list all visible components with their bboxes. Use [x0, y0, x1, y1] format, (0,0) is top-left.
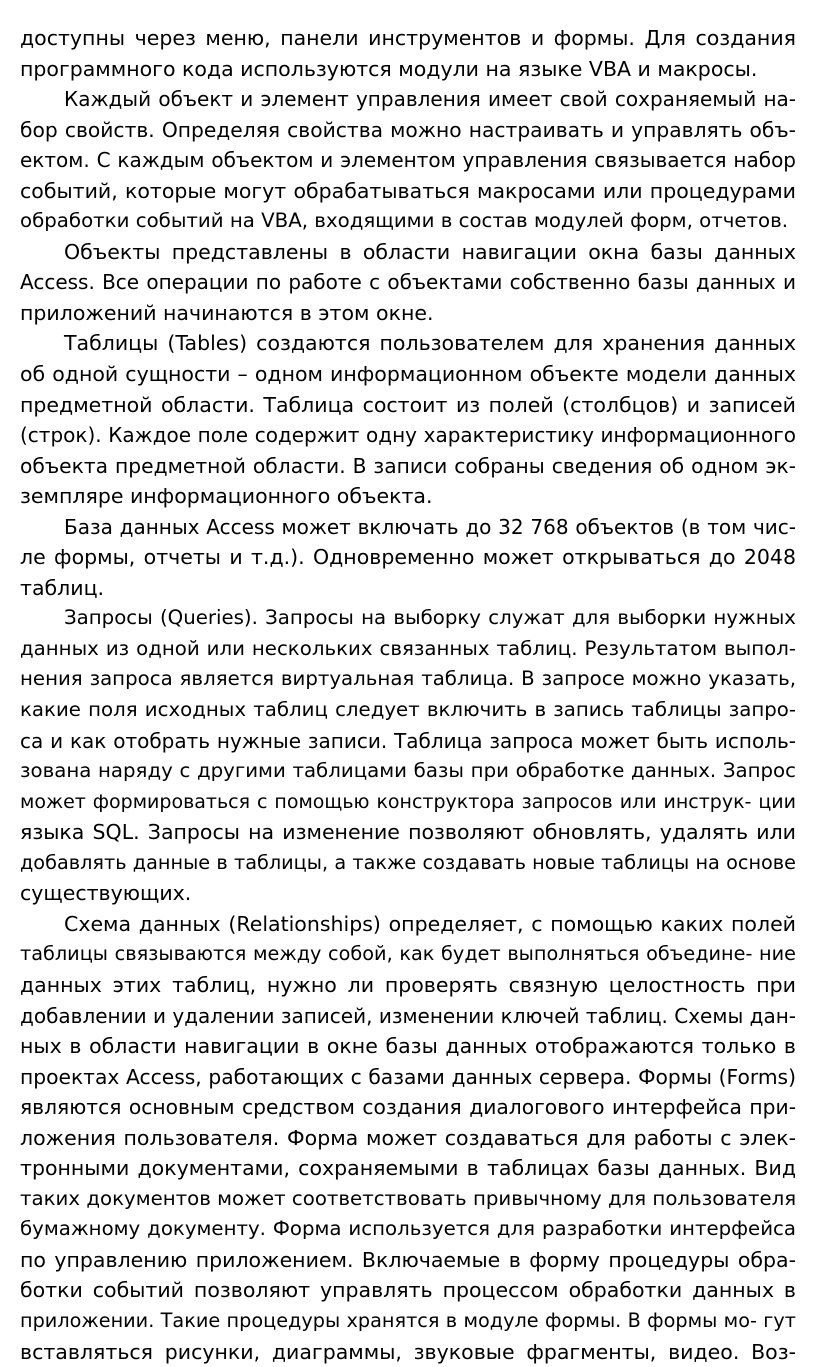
text-line: бор свойств. Определяя свойства можно настраивать и управлять объ- [20, 117, 796, 142]
text-line: зована наряду с другими таблицами базы при обработке данных. Запрос [20, 759, 796, 783]
text-line: существующих. [20, 881, 192, 906]
text-line: таблицы связываются между собой, как будет выполняться объедине- ние [20, 942, 796, 966]
text-line: бумажному документу. Форма используется для разработки интерфейса [20, 1217, 796, 1241]
text-line: Access. Все операции по работе с объектами собственно базы данных и [20, 270, 796, 295]
text-line: данных из одной или нескольких связанных таблиц. Результатом выпол- [20, 636, 796, 660]
text-line: проектах Access, работающих с базами данных сервера. Формы (Forms) [20, 1064, 796, 1089]
text-line: может формироваться с помощью конструктора запросов или инструк- ции [20, 790, 796, 813]
text-line: доступны через меню, панели инструментов и формы. Для создания [20, 26, 796, 50]
text-line: являются основным средством создания диалогового интерфейса при- [20, 1095, 796, 1120]
document-body [20, 23, 796, 1367]
text-line: добавлении и удалении записей, изменении ключей таблиц. Схемы дан- [20, 1003, 796, 1028]
text-line: са и как отобрать нужные записи. Таблица запроса может быть исполь- [20, 728, 796, 753]
text-line: вставляться рисунки, диаграммы, звуковые фрагменты, видео. Воз- [20, 1339, 796, 1364]
text-line: Таблицы (Tables) создаются пользователем для хранения данных [64, 331, 796, 356]
text-line: ложения пользователя. Форма может создаваться для работы с элек- [20, 1125, 796, 1150]
text-line: объекта предметной области. В записи собраны сведения об одном эк- [20, 453, 796, 478]
text-line: ектом. С каждым объектом и элементом управления связывается набор [20, 148, 796, 173]
text-line: (строк). Каждое поле содержит одну характеристику информационного [20, 423, 796, 448]
text-line: таких документов может соответствовать привычному для пользователя [20, 1186, 797, 1210]
text-line: земпляре информационного объекта. [20, 484, 433, 509]
text-line: приложении. Такие процедуры хранятся в модуле формы. В формы мо- гут [20, 1308, 796, 1332]
text-line: событий, которые могут обрабатываться макросами или процедурами [20, 178, 796, 203]
text-line: Запросы (Queries). Запросы на выборку служат для выборки нужных [64, 606, 796, 630]
text-line: База данных Access может включать до 32 768 объектов (в том чис- [64, 514, 796, 539]
text-line: ных в области навигации в окне базы данных отображаются только в [20, 1034, 796, 1059]
text-line: об одной сущности – одном информационном объекте модели данных [20, 362, 796, 387]
text-line: ботки событий позволяют управлять процессом обработки данных в [20, 1278, 796, 1303]
text-line: таблиц. [20, 575, 105, 600]
text-line: добавлять данные в таблицы, а также создавать новые таблицы на основе [20, 850, 796, 874]
text-line: языка SQL. Запросы на изменение позволяют обновлять, удалять или [20, 820, 796, 845]
text-line: предметной области. Таблица состоит из полей (столбцов) и записей [20, 392, 796, 417]
text-line: ле формы, отчеты и т.д.). Одновременно может открываться до 2048 [20, 545, 796, 570]
text-line: Схема данных (Relationships) определяет, с помощью каких полей [64, 911, 796, 936]
text-line: по управлению приложением. Включаемые в форму процедуры обра- [20, 1247, 796, 1272]
text-line: какие поля исходных таблиц следует включить в запись таблицы запро- [20, 698, 796, 722]
text-line: обработки событий на VBA, входящими в состав модулей форм, отчетов. [20, 209, 789, 233]
text-line: Каждый объект и элемент управления имеет свой сохраняемый на- [64, 87, 796, 112]
text-line: Объекты представлены в области навигации окна базы данных [64, 239, 796, 264]
text-line: данных этих таблиц, нужно ли проверять связную целостность при [20, 972, 796, 997]
text-line: нения запроса является виртуальная таблица. В запросе можно указать, [20, 667, 796, 691]
text-line: приложений начинаются в этом окне. [20, 300, 434, 325]
text-line: программного кода используются модули на языке VBA и макросы. [20, 56, 758, 81]
text-line: тронными документами, сохраняемыми в таблицах базы данных. Вид [20, 1156, 796, 1181]
